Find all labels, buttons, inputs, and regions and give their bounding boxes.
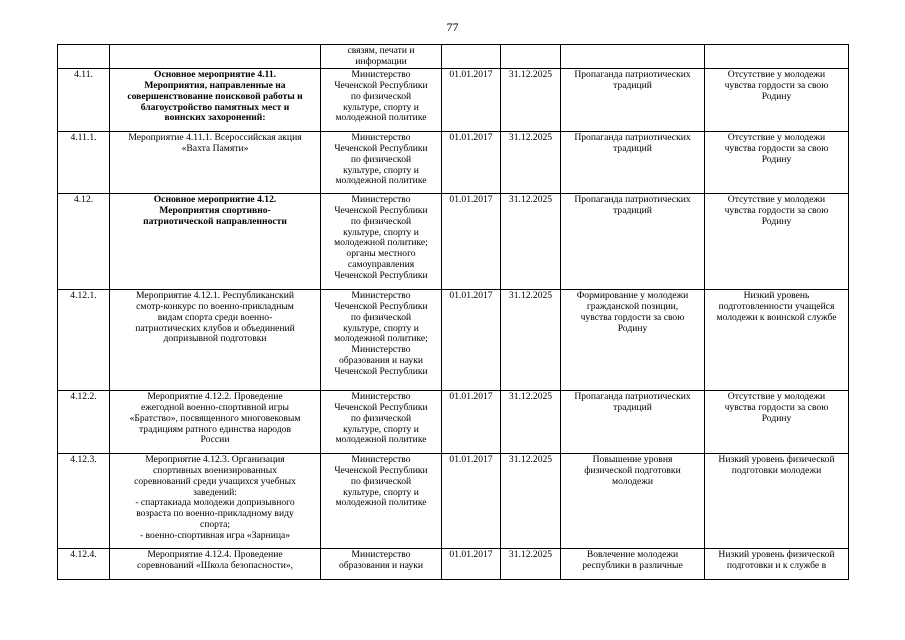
start-date-cell: 01.01.2017 bbox=[442, 68, 501, 131]
expected-result-cell: Повышение уровня физической подготовки молодежи bbox=[561, 453, 705, 548]
table-row bbox=[58, 390, 849, 453]
table-row bbox=[58, 289, 849, 390]
consequence-cell: Отсутствие у молодежи чувства гордости за свою Родину bbox=[705, 68, 849, 131]
executor-cell: Министерство Чеченской Республики по физической культуре, спорту и молодежной политике bbox=[321, 390, 442, 453]
measure-name-cell: Мероприятие 4.11.1. Всероссийская акция «Вахта Памяти» bbox=[110, 131, 321, 193]
page-number: 77 bbox=[446, 20, 459, 34]
consequence-cell: Отсутствие у молодежи чувства гордости за свою Родину bbox=[705, 131, 849, 193]
start-date-cell: 01.01.2017 bbox=[442, 548, 501, 579]
end-date-cell: 31.12.2025 bbox=[501, 548, 561, 579]
measure-name-cell bbox=[110, 45, 321, 69]
measure-number-cell bbox=[58, 45, 110, 69]
executor-cell: Министерство Чеченской Республики по физической культуре, спорту и молодежной политике bbox=[321, 131, 442, 193]
expected-result-cell: Пропаганда патриотических традиций bbox=[561, 193, 705, 289]
expected-result-cell: Пропаганда патриотических традиций bbox=[561, 390, 705, 453]
expected-result-cell: Вовлечение молодежи республики в различные bbox=[561, 548, 705, 579]
end-date-cell: 31.12.2025 bbox=[501, 131, 561, 193]
executor-cell: Министерство Чеченской Республики по физической культуре, спорту и молодежной политике bbox=[321, 68, 442, 131]
consequence-cell: Низкий уровень физической подготовки и к службе в bbox=[705, 548, 849, 579]
consequence-cell bbox=[705, 45, 849, 69]
expected-result-cell: Пропаганда патриотических традиций bbox=[561, 131, 705, 193]
measure-number-cell: 4.11. bbox=[58, 68, 110, 131]
end-date-cell: 31.12.2025 bbox=[501, 390, 561, 453]
table-row bbox=[58, 193, 849, 289]
measure-number-cell: 4.12.4. bbox=[58, 548, 110, 579]
consequence-cell: Отсутствие у молодежи чувства гордости за свою Родину bbox=[705, 193, 849, 289]
consequence-cell: Низкий уровень физической подготовки молодежи bbox=[705, 453, 849, 548]
end-date-cell: 31.12.2025 bbox=[501, 289, 561, 390]
end-date-cell bbox=[501, 45, 561, 69]
consequence-cell: Низкий уровень подготовленности учащейся молодежи к воинской службе bbox=[705, 289, 849, 390]
start-date-cell bbox=[442, 45, 501, 69]
start-date-cell: 01.01.2017 bbox=[442, 289, 501, 390]
end-date-cell: 31.12.2025 bbox=[501, 68, 561, 131]
measure-name-cell: Мероприятие 4.12.3. Организация спортивных военизированных соревнований среди учащихся учебных заведений: - спартакиада молодежи допризывного возраста по военно-прикладному виду спорта; - военно-спортивная игра «Зарница» bbox=[110, 453, 321, 548]
consequence-cell: Отсутствие у молодежи чувства гордости за свою Родину bbox=[705, 390, 849, 453]
start-date-cell: 01.01.2017 bbox=[442, 131, 501, 193]
table-row bbox=[58, 45, 849, 69]
table-row bbox=[58, 68, 849, 131]
start-date-cell: 01.01.2017 bbox=[442, 453, 501, 548]
measures-table bbox=[57, 44, 849, 580]
table-row bbox=[58, 131, 849, 193]
measure-name-cell: Мероприятие 4.12.2. Проведение ежегодной военно-спортивной игры «Братство», посвященного многовековым традициям ратного единства народов России bbox=[110, 390, 321, 453]
measure-name-cell: Мероприятие 4.12.1. Республиканский смотр-конкурс по военно-прикладным видам спорта среди военно- патриотических клубов и объединений допризывной подготовки bbox=[110, 289, 321, 390]
measure-number-cell: 4.12.2. bbox=[58, 390, 110, 453]
measure-number-cell: 4.12. bbox=[58, 193, 110, 289]
measure-number-cell: 4.12.1. bbox=[58, 289, 110, 390]
measure-name-cell: Основное мероприятие 4.12. Мероприятия спортивно- патриотической направленности bbox=[110, 193, 321, 289]
end-date-cell: 31.12.2025 bbox=[501, 453, 561, 548]
start-date-cell: 01.01.2017 bbox=[442, 193, 501, 289]
start-date-cell: 01.01.2017 bbox=[442, 390, 501, 453]
expected-result-cell bbox=[561, 45, 705, 69]
executor-cell: Министерство Чеченской Республики по физической культуре, спорту и молодежной политике bbox=[321, 453, 442, 548]
measure-number-cell: 4.11.1. bbox=[58, 131, 110, 193]
measure-name-cell: Мероприятие 4.12.4. Проведение соревнований «Школа безопасности», bbox=[110, 548, 321, 579]
expected-result-cell: Формирование у молодежи гражданской позиции, чувства гордости за свою Родину bbox=[561, 289, 705, 390]
executor-cell: связям, печати и информации bbox=[321, 45, 442, 69]
executor-cell: Министерство образования и науки bbox=[321, 548, 442, 579]
expected-result-cell: Пропаганда патриотических традиций bbox=[561, 68, 705, 131]
executor-cell: Министерство Чеченской Республики по физической культуре, спорту и молодежной политике; Министерство образования и науки Чеченской Республики bbox=[321, 289, 442, 390]
measure-number-cell: 4.12.3. bbox=[58, 453, 110, 548]
table-row bbox=[58, 453, 849, 548]
end-date-cell: 31.12.2025 bbox=[501, 193, 561, 289]
table-row bbox=[58, 548, 849, 579]
measure-name-cell: Основное мероприятие 4.11. Мероприятия, направленные на совершенствование поисковой работы и благоустройство памятных мест и воинских захоронений: bbox=[110, 68, 321, 131]
executor-cell: Министерство Чеченской Республики по физической культуре, спорту и молодежной политике; органы местного самоуправления Чеченской Республики bbox=[321, 193, 442, 289]
